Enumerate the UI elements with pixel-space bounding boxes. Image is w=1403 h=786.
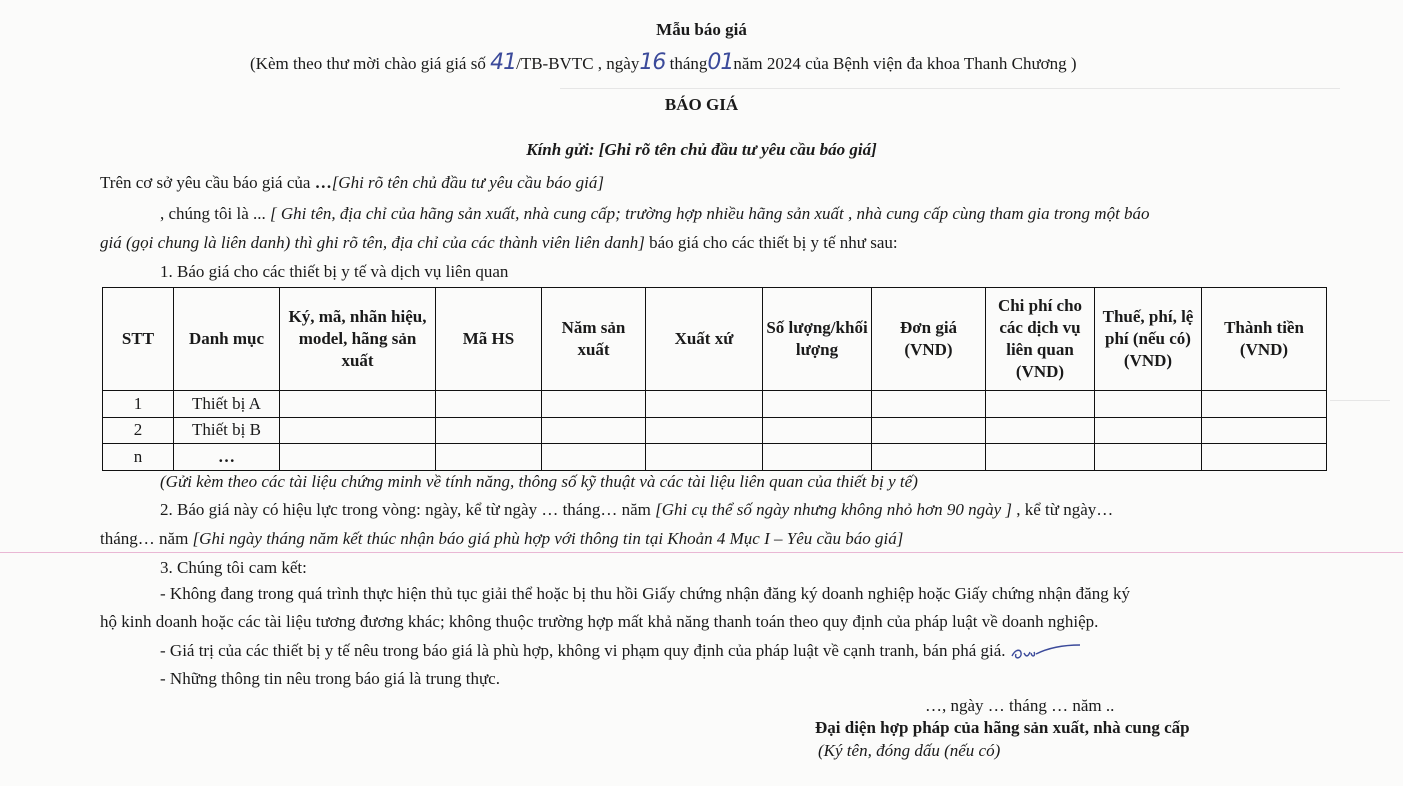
empty-cell <box>872 417 986 444</box>
empty-cell <box>436 391 542 418</box>
commitment-1-line-2: hộ kinh doanh hoặc các tài liệu tương đương khác; không thuộc trường hợp mất khả năng thanh toán theo quy định của pháp luật về doanh nghiệp. <box>100 612 1099 631</box>
cell-category: Thiết bị A <box>174 391 280 418</box>
empty-cell <box>646 391 763 418</box>
empty-cell <box>280 417 436 444</box>
cell-category: … <box>174 444 280 471</box>
scan-artifact-line <box>1330 400 1390 401</box>
handwritten-day: 16 <box>639 50 666 75</box>
empty-cell <box>763 417 872 444</box>
column-header: Chi phí cho các dịch vụ liên quan (VND) <box>986 288 1095 391</box>
cell-stt: n <box>103 444 174 471</box>
doc-heading: BÁO GIÁ <box>664 95 739 114</box>
intro-placeholder: [ Ghi tên, địa chỉ của hãng sản xuất, nhà cung cấp; trường hợp nhiều hãng sản xuất , nhà cung cấp cùng tham gia trong một báo <box>270 204 1150 223</box>
quotation-table <box>102 287 1327 471</box>
scan-artifact-line <box>560 88 1340 89</box>
empty-cell <box>1095 417 1202 444</box>
empty-cell <box>1202 391 1327 418</box>
column-header: Danh mục <box>174 288 280 391</box>
table-row <box>103 444 1327 471</box>
empty-cell <box>1202 417 1327 444</box>
empty-cell <box>436 417 542 444</box>
empty-cell <box>763 391 872 418</box>
validity-text: 2. Báo giá này có hiệu lực trong vòng: ngày, kể từ ngày … tháng… năm <box>160 500 656 519</box>
validity-text: tháng… năm <box>100 529 193 548</box>
intro-ellipsis: … <box>314 173 332 192</box>
validity-line-1 <box>160 500 1113 520</box>
representative-title: Đại diện hợp pháp của hãng sản xuất, nhà cung cấp <box>815 718 1190 737</box>
date-line: …, ngày … tháng … năm .. <box>925 696 1115 715</box>
column-header: Đơn giá (VND) <box>872 288 986 391</box>
section-1-title: 1. Báo giá cho các thiết bị y tế và dịch vụ liên quan <box>160 262 509 281</box>
empty-cell <box>542 417 646 444</box>
subtitle-post: năm 2024 của Bệnh viện đa khoa Thanh Chương ) <box>733 54 1077 73</box>
handwritten-month: 01 <box>707 50 734 75</box>
intro-text: , chúng tôi là ... <box>160 204 266 223</box>
addressee-line: Kính gửi: [Ghi rõ tên chủ đầu tư yêu cầu báo giá] <box>526 140 877 159</box>
cell-stt: 2 <box>103 417 174 444</box>
empty-cell <box>542 444 646 471</box>
column-header: Thành tiền (VND) <box>1202 288 1327 391</box>
intro-line-3 <box>100 233 898 253</box>
section-3-title: 3. Chúng tôi cam kết: <box>160 558 307 577</box>
validity-line-2 <box>100 529 903 549</box>
handwritten-initial-mark <box>1010 641 1082 663</box>
column-header: Số lượng/khối lượng <box>763 288 872 391</box>
column-header: Xuất xứ <box>646 288 763 391</box>
table-row <box>103 417 1327 444</box>
empty-cell <box>280 444 436 471</box>
handwritten-number: 41 <box>490 50 517 75</box>
commitment-2 <box>160 641 1082 663</box>
commitment-1-line-1: - Không đang trong quá trình thực hiện thủ tục giải thể hoặc bị thu hồi Giấy chứng nhận đăng ký doanh nghiệp hoặc Giấy chứng nhận đăng ký <box>160 584 1130 603</box>
signature-note: (Ký tên, đóng dấu (nếu có) <box>818 741 1001 760</box>
cell-stt: 1 <box>103 391 174 418</box>
empty-cell <box>872 391 986 418</box>
intro-line-2 <box>160 204 1150 224</box>
table-header-row <box>103 288 1327 391</box>
empty-cell <box>763 444 872 471</box>
form-title: Mẫu báo giá <box>656 20 747 39</box>
attachment-note: (Gửi kèm theo các tài liệu chứng minh về tính năng, thông số kỹ thuật và các tài liệu liên quan của thiết bị y tế) <box>160 472 918 491</box>
column-header: Ký, mã, nhãn hiệu, model, hãng sản xuất <box>280 288 436 391</box>
column-header: STT <box>103 288 174 391</box>
intro-placeholder: giá (gọi chung là liên danh) thì ghi rõ tên, địa chỉ của các thành viên liên danh] <box>100 233 645 252</box>
intro-placeholder: [Ghi rõ tên chủ đầu tư yêu cầu báo giá] <box>331 173 604 192</box>
empty-cell <box>986 391 1095 418</box>
table-row <box>103 391 1327 418</box>
pink-scan-line <box>0 552 1403 553</box>
empty-cell <box>986 417 1095 444</box>
intro-line-1 <box>100 173 604 193</box>
subtitle-pre: (Kèm theo thư mời chào giá giá số <box>250 54 486 73</box>
empty-cell <box>646 444 763 471</box>
empty-cell <box>1095 391 1202 418</box>
empty-cell <box>280 391 436 418</box>
empty-cell <box>542 391 646 418</box>
column-header: Mã HS <box>436 288 542 391</box>
intro-text: Trên cơ sở yêu cầu báo giá của <box>100 173 315 192</box>
empty-cell <box>986 444 1095 471</box>
subtitle-mid2: tháng <box>669 54 708 73</box>
empty-cell <box>1095 444 1202 471</box>
empty-cell <box>872 444 986 471</box>
validity-placeholder: [Ghi cụ thể số ngày nhưng không nhỏ hơn 90 ngày ] <box>655 500 1013 519</box>
empty-cell <box>646 417 763 444</box>
column-header: Thuế, phí, lệ phí (nếu có) (VND) <box>1095 288 1202 391</box>
cell-category: Thiết bị B <box>174 417 280 444</box>
intro-text: báo giá cho các thiết bị y tế như sau: <box>644 233 898 252</box>
subtitle-line <box>250 50 1077 75</box>
subtitle-mid1: /TB-BVTC , ngày <box>516 54 640 73</box>
validity-text: , kể từ ngày… <box>1012 500 1114 519</box>
commitment-2-text: - Giá trị của các thiết bị y tế nêu trong báo giá là phù hợp, không vi phạm quy định của pháp luật về cạnh tranh, bán phá giá. <box>160 641 1006 660</box>
column-header: Năm sản xuất <box>542 288 646 391</box>
empty-cell <box>1202 444 1327 471</box>
empty-cell <box>436 444 542 471</box>
validity-placeholder: [Ghi ngày tháng năm kết thúc nhận báo giá phù hợp với thông tin tại Khoản 4 Mục I – Yêu cầu báo giá] <box>192 529 904 548</box>
commitment-3: - Những thông tin nêu trong báo giá là trung thực. <box>160 669 500 688</box>
